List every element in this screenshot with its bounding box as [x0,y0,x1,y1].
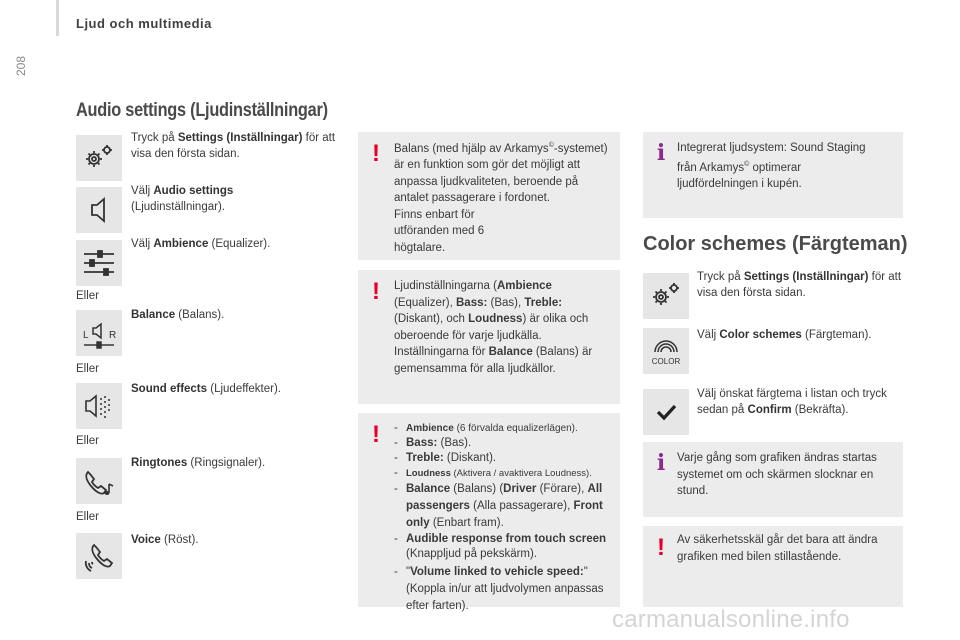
list-item: - Balance (Balans) (Driver (Förare), All passengers (Alla passagerare), Front only (Enbart fram). [394,483,603,529]
checkmark-icon [643,389,689,435]
settings-gear-icon [76,135,122,181]
settings-gear-icon [643,273,689,319]
audio-settings-title: Audio settings (Ljudinställningar) [76,100,328,121]
or-label: Eller [76,435,100,447]
safety-note-text: Av säkerhetsskäl går det bara att ändra grafiken med bilen stillastående. [677,534,878,563]
equalizer-icon [76,240,122,286]
svg-text:COLOR: COLOR [651,357,681,366]
restart-info [643,442,903,517]
color-step-color-schemes: Välj Color schemes (Färgteman). [697,329,872,341]
color-schemes-title: Color schemes (Färgteman) [643,233,908,255]
sound-settings-note-text: Ljudinställningarna (Ambience (Equalizer), Bass: (Bas), Treble: (Diskant), och Loudness) är olika och oberoende för varje ljudkälla. Inställningarna för Balance (Balans) är gemensamma för alla ljudkällor. [394,280,593,375]
page-number: 208 [14,55,28,76]
list-item: - Loudness (Aktivera / avaktivera Loudness). [394,467,592,479]
restart-info-text: Varje gång som grafiken ändras startas systemet om och skärmen slocknar en stund. [677,452,877,497]
warning-icon: ! [372,421,380,448]
svg-text:R: R [109,330,117,341]
voice-icon [76,533,122,579]
warning-icon: ! [372,278,380,305]
balance-note-text: Balans (med hjälp av Arkamys©-systemet) är en funktion som gör det möjligt att anpassa ljudkvaliteten, beroende på antalet passagerare i fordonet. Finns enbart för utföranden med 6 högtalare. [394,142,608,254]
list-item: - "Volume linked to vehicle speed:" (Koppla in/ur att ljudvolymen anpassas efter farten). [394,566,604,612]
info-icon: i [656,450,666,476]
or-label: Eller [76,290,100,302]
settings-list-note [358,413,620,612]
sound-settings-note [358,270,620,404]
audio-step-ringtones: Ringtones (Ringsignaler). [131,457,266,469]
sound-staging-info [643,132,903,218]
chapter-marker [56,0,59,36]
list-item: - Treble: (Diskant). [394,452,497,464]
ringtone-icon [76,458,122,504]
or-label: Eller [76,363,100,375]
warning-icon: ! [372,140,380,167]
color-palette-icon [643,328,689,374]
sound-effects-icon [76,383,122,429]
balance-icon [76,310,122,356]
speaker-icon [76,187,122,233]
chapter-title: Ljud och multimedia [76,16,212,31]
audio-step-balance: Balance (Balans). [131,309,225,321]
list-item: - Audible response from touch screen (Knappljud på pekskärm). [394,533,607,560]
info-icon: i [656,140,666,166]
audio-step-sound-effects: Sound effects (Ljudeffekter). [131,383,281,395]
audio-step-settings: Tryck på Settings (Inställningar) för att visa den första sidan. [131,132,336,160]
audio-step-audio-settings: Välj Audio settings (Ljudinställningar). [131,185,234,213]
list-item: - Bass: (Bas). [394,437,472,449]
list-item: - Ambience (6 förvalda equalizerlägen). [394,422,578,434]
or-label: Eller [76,511,100,523]
safety-note [643,526,903,607]
color-step-settings: Tryck på Settings (Inställningar) för att visa den första sidan. [697,271,902,299]
color-step-confirm: Välj önskat färgtema i listan och tryck sedan på Confirm (Bekräfta). [697,388,887,416]
audio-step-ambience: Välj Ambience (Equalizer). [131,238,271,250]
warning-icon: ! [657,534,665,561]
svg-text:L: L [83,330,89,341]
audio-step-voice: Voice (Röst). [131,534,199,546]
balance-note [358,132,620,260]
sound-staging-info-text: Integrerat ljudsystem: Sound Staging från Arkamys© optimerar ljudfördelningen i kupén. [677,142,866,190]
watermark: carmanualsonline.info [612,606,850,633]
settings-list [394,421,614,615]
